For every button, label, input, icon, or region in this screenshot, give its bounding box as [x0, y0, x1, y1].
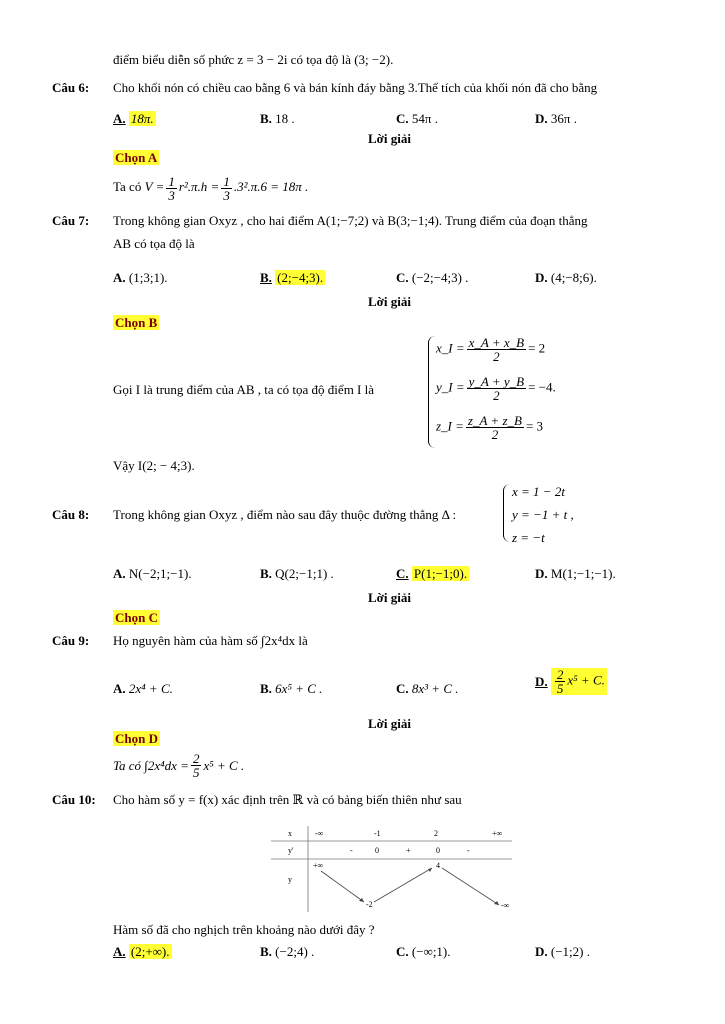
y-value: -2 [366, 900, 373, 909]
x-value: 2 [434, 829, 438, 838]
question-7-stem-2: AB có tọa độ là [113, 236, 195, 251]
option-key: C. [396, 270, 409, 285]
option-key: D. [535, 674, 548, 689]
q8-system-row-3: z = −t [512, 530, 545, 545]
option-key: D. [535, 270, 548, 285]
q9-option-b[interactable] [260, 681, 322, 697]
q9-answer-heading: Lời giải [368, 716, 411, 731]
q9-solution: Ta có ∫2x⁴dx = $\frac{2}{5}$ x⁵ + C . [113, 751, 245, 780]
option-key: A. [113, 566, 126, 581]
option-text: (2;+∞). [130, 944, 170, 959]
question-10-prompt: Hàm số đã cho nghịch trên khoảng nào dưới đây ? [113, 922, 375, 937]
option-text: (1;3;1). [128, 270, 168, 285]
solution-v: V = [144, 179, 165, 194]
q9-option-c[interactable] [396, 681, 459, 697]
choice-label: Chọn C [115, 610, 158, 625]
question-8-stem: Trong không gian Oxyz , điểm nào sau đây thuộc đường thẳng Δ : [113, 507, 457, 522]
q7-option-c[interactable] [396, 270, 468, 286]
option-key: C. [396, 566, 409, 581]
y-label: y [288, 875, 292, 884]
q9-choice [113, 731, 160, 747]
option-key: C. [396, 944, 409, 959]
option-key: A. [113, 111, 126, 126]
option-key: C. [396, 681, 409, 696]
question-6-label: Câu 6: [52, 80, 90, 95]
q8-option-b[interactable] [260, 566, 334, 582]
option-text: 6x⁵ + C . [275, 681, 323, 696]
option-text: (4;−8;6). [550, 270, 597, 285]
solution-end: .3².π.6 = 18π . [233, 179, 309, 194]
option-text: Q(2;−1;1) . [275, 566, 334, 581]
q7-option-b[interactable] [260, 270, 325, 286]
q7-system-row-2: y_I = $\frac{y\_A + y\_B}{2}$ = −4. [436, 374, 556, 403]
q8-answer-heading: Lời giải [368, 590, 411, 605]
option-key: B. [260, 111, 272, 126]
arrow-head [494, 901, 499, 905]
question-10-label: Câu 10: [52, 792, 96, 807]
system-brace [503, 484, 510, 542]
yprime-sign: + [406, 846, 411, 855]
option-key: B. [260, 681, 272, 696]
q6-option-a[interactable] [113, 111, 156, 127]
option-text: 18π. [130, 111, 154, 126]
question-7-stem-1: Trong không gian Oxyz , cho hai điểm A(1;−7;2) và B(3;−1;4). Trung điểm của đoạn thẳng [113, 213, 588, 228]
q7-choice [113, 315, 159, 331]
solution-prefix: Ta có [113, 179, 142, 194]
option-text: $\frac{2}{5}$ x⁵ + C. [551, 668, 607, 695]
x-label: x [288, 829, 292, 838]
q10-option-b[interactable] [260, 944, 314, 960]
option-text: M(1;−1;−1). [550, 566, 616, 581]
yprime-sign: - [350, 846, 353, 855]
choice-label: Chọn D [115, 731, 158, 746]
option-key: D. [535, 944, 548, 959]
solution-mid: r².π.h = [178, 179, 220, 194]
q8-choice [113, 610, 160, 626]
option-text: 2x⁴ + C. [128, 681, 173, 696]
option-text: 18 . [275, 111, 295, 126]
question-6-stem: Cho khối nón có chiều cao bằng 6 và bán kính đáy bằng 3.Thể tích của khối nón đã cho bằng [113, 80, 598, 95]
option-key: B. [260, 566, 272, 581]
x-value: +∞ [492, 829, 503, 838]
intro-line: điểm biểu diễn số phức z = 3 − 2i có tọa độ là (3; −2). [113, 52, 394, 67]
q6-option-d[interactable] [535, 111, 577, 127]
option-text: (−2;−4;3) . [411, 270, 469, 285]
option-key: B. [260, 944, 272, 959]
yprime-zero: 0 [375, 846, 379, 855]
q8-option-c[interactable] [396, 566, 469, 582]
q6-choice [113, 150, 159, 166]
q7-conclusion: Vậy I(2; − 4;3). [113, 458, 195, 473]
y-value: -∞ [501, 901, 510, 910]
arrow-down [442, 868, 499, 905]
option-text: (−1;2) . [550, 944, 590, 959]
y-value: +∞ [313, 861, 324, 870]
q6-solution [113, 172, 308, 202]
fraction: $\frac{1}{3}$ [223, 173, 230, 203]
question-7-label: Câu 7: [52, 213, 90, 228]
variation-table [271, 826, 512, 912]
arrow-up [374, 868, 432, 902]
question-9-label: Câu 9: [52, 633, 90, 648]
yprime-zero: 0 [436, 846, 440, 855]
question-8-label: Câu 8: [52, 507, 90, 522]
q10-option-d[interactable] [535, 944, 590, 960]
q7-option-a[interactable] [113, 270, 168, 286]
option-text: (−∞;1). [411, 944, 451, 959]
q7-option-d[interactable] [535, 270, 597, 286]
option-text: 36π . [550, 111, 577, 126]
question-10-stem: Cho hàm số y = f(x) xác định trên ℝ và có bảng biến thiên như sau [113, 792, 462, 807]
yprime-label: y' [288, 846, 294, 855]
arrow-down [321, 871, 364, 902]
x-value: -1 [374, 829, 381, 838]
option-text: N(−2;1;−1). [128, 566, 192, 581]
q8-option-d[interactable] [535, 566, 616, 582]
choice-label: Chọn A [115, 150, 158, 165]
option-key: A. [113, 270, 126, 285]
q7-answer-heading: Lời giải [368, 294, 411, 309]
option-key: A. [113, 944, 126, 959]
option-text: 54π . [411, 111, 438, 126]
q6-answer-heading: Lời giải [368, 131, 411, 146]
option-key: D. [535, 566, 548, 581]
option-key: D. [535, 111, 548, 126]
question-9-stem: Họ nguyên hàm của hàm số ∫2x⁴dx là [113, 633, 308, 648]
system-brace [428, 336, 435, 448]
option-key: B. [260, 270, 272, 285]
q7-solution-text: Gọi I là trung điểm của AB , ta có tọa độ điểm I là [113, 382, 375, 397]
q9-option-a[interactable] [113, 681, 173, 697]
q8-system-row-2: y = −1 + t , [512, 507, 574, 522]
option-text: 8x³ + C . [411, 681, 459, 696]
fraction: $\frac{1}{3}$ [168, 173, 175, 203]
option-text: P(1;−1;0). [413, 566, 468, 581]
option-key: A. [113, 681, 126, 696]
q6-option-c[interactable] [396, 111, 438, 127]
yprime-sign: - [467, 846, 470, 855]
q8-system-row-1: x = 1 − 2t [512, 484, 565, 499]
x-value: -∞ [315, 829, 324, 838]
choice-label: Chọn B [115, 315, 158, 330]
q10-option-c[interactable] [396, 944, 451, 960]
y-value: 4 [436, 861, 440, 870]
q10-option-a[interactable] [113, 944, 172, 960]
q8-option-a[interactable] [113, 566, 192, 582]
option-text: (−2;4) . [275, 944, 315, 959]
q6-option-b[interactable] [260, 111, 295, 127]
q7-system-row-3: z_I = $\frac{z\_A + z\_B}{2}$ = 3 [436, 413, 544, 442]
option-text: (2;−4;3). [277, 270, 324, 285]
q7-system-row-1: x_I = $\frac{x\_A + x\_B}{2}$ = 2 [436, 335, 546, 364]
q9-option-d[interactable] [535, 668, 607, 695]
option-key: C. [396, 111, 409, 126]
